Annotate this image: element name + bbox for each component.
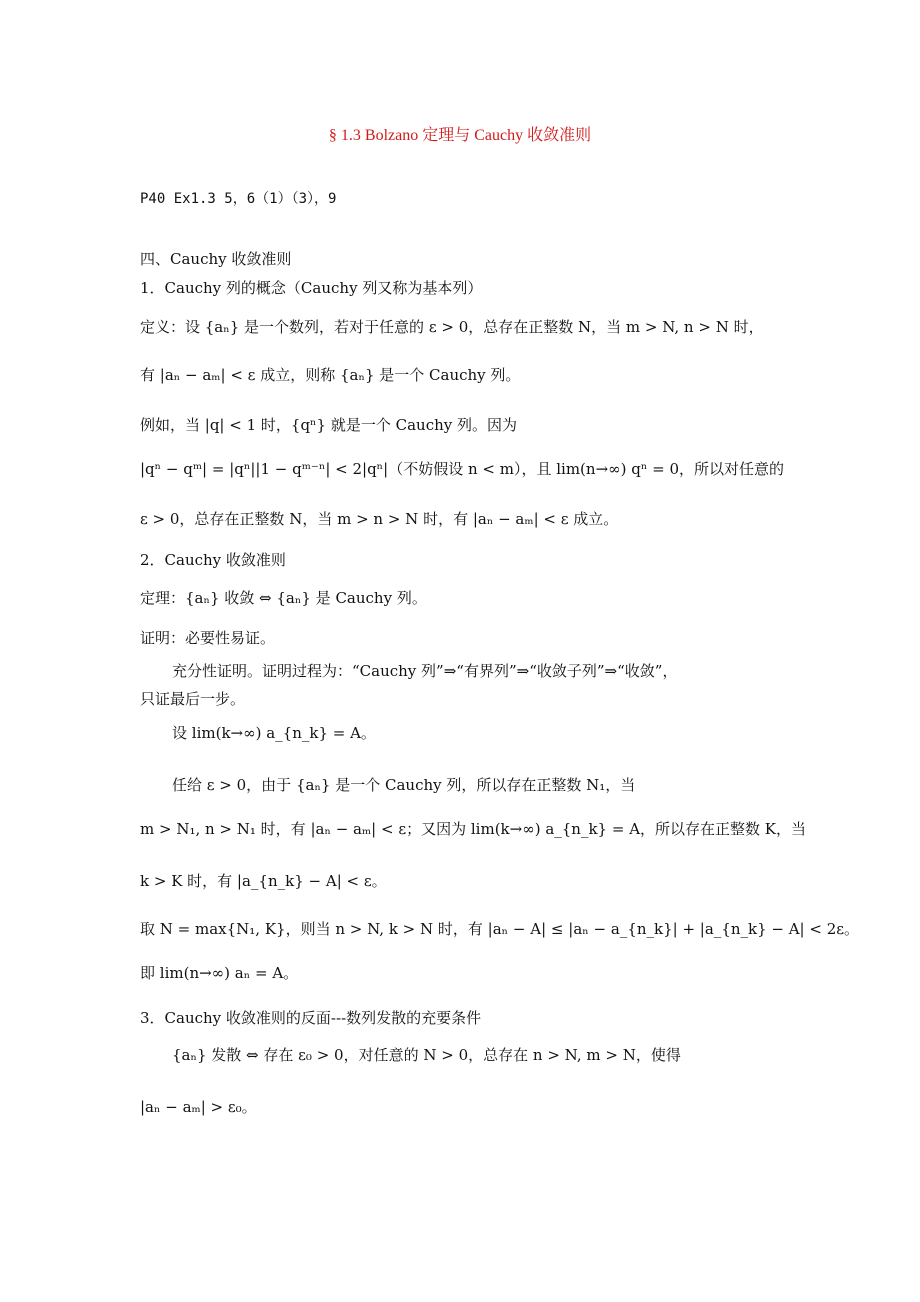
proof-line-7: k > K 时，有 |a_{n_k} − A| < ε。 <box>140 872 387 890</box>
divergence-line-1: {aₙ} 发散 ⇔ 存在 ε₀ > 0，对任意的 N > 0，总存在 n > N, m > N，使得 <box>172 1046 681 1064</box>
subsection-heading-3: 3．Cauchy 收敛准则的反面---数列发散的充要条件 <box>140 1009 482 1027</box>
proof-line-9: 即 lim(n→∞) aₙ = A。 <box>140 964 299 982</box>
proof-line-6: m > N₁, n > N₁ 时，有 |aₙ − aₘ| < ε；又因为 lim(k→∞) a_{n_k} = A，所以存在正整数 K，当 <box>140 820 807 838</box>
definition-line-2: 有 |aₙ − aₘ| < ε 成立，则称 {aₙ} 是一个 Cauchy 列。 <box>140 366 521 384</box>
proof-line-8: 取 N = max{N₁, K}，则当 n > N, k > N 时，有 |aₙ − A| ≤ |aₙ − a_{n_k}| + |a_{n_k} − A| < 2ε。 <box>140 920 860 938</box>
section-heading: 四、Cauchy 收敛准则 <box>140 250 292 268</box>
exercise-reference: P40 Ex1.3 5，6（1）（3），9 <box>140 191 337 207</box>
subsection-heading-2: 2．Cauchy 收敛准则 <box>140 551 286 569</box>
example-line-3: ε > 0，总存在正整数 N，当 m > n > N 时，有 |aₙ − aₘ| < ε 成立。 <box>140 510 619 528</box>
theorem-statement: 定理：{aₙ} 收敛 ⇔ {aₙ} 是 Cauchy 列。 <box>140 589 427 607</box>
proof-line-5: 任给 ε > 0，由于 {aₙ} 是一个 Cauchy 列，所以存在正整数 N₁，当 <box>172 776 636 794</box>
divergence-line-2: |aₙ − aₘ| > ε₀。 <box>140 1098 257 1116</box>
proof-line-3: 只证最后一步。 <box>140 690 246 708</box>
example-line-2: |qⁿ − qᵐ| = |qⁿ||1 − qᵐ⁻ⁿ| < 2|qⁿ|（不妨假设 n < m），且 lim(n→∞) qⁿ = 0，所以对任意的 <box>140 460 784 478</box>
proof-line-4: 设 lim(k→∞) a_{n_k} = A。 <box>172 724 376 742</box>
definition-line-1: 定义：设 {aₙ} 是一个数列，若对于任意的 ε > 0，总存在正整数 N，当 m > N, n > N 时， <box>140 318 764 336</box>
example-line-1: 例如，当 |q| < 1 时，{qⁿ} 就是一个 Cauchy 列。因为 <box>140 416 517 434</box>
subsection-heading-1: 1．Cauchy 列的概念（Cauchy 列又称为基本列） <box>140 279 483 297</box>
proof-line-1: 证明：必要性易证。 <box>140 629 276 647</box>
page-title: § 1.3 Bolzano 定理与 Cauchy 收敛准则 <box>328 127 592 144</box>
proof-line-2: 充分性证明。证明过程为：“Cauchy 列”⇒“有界列”⇒“收敛子列”⇒“收敛”， <box>172 662 678 680</box>
